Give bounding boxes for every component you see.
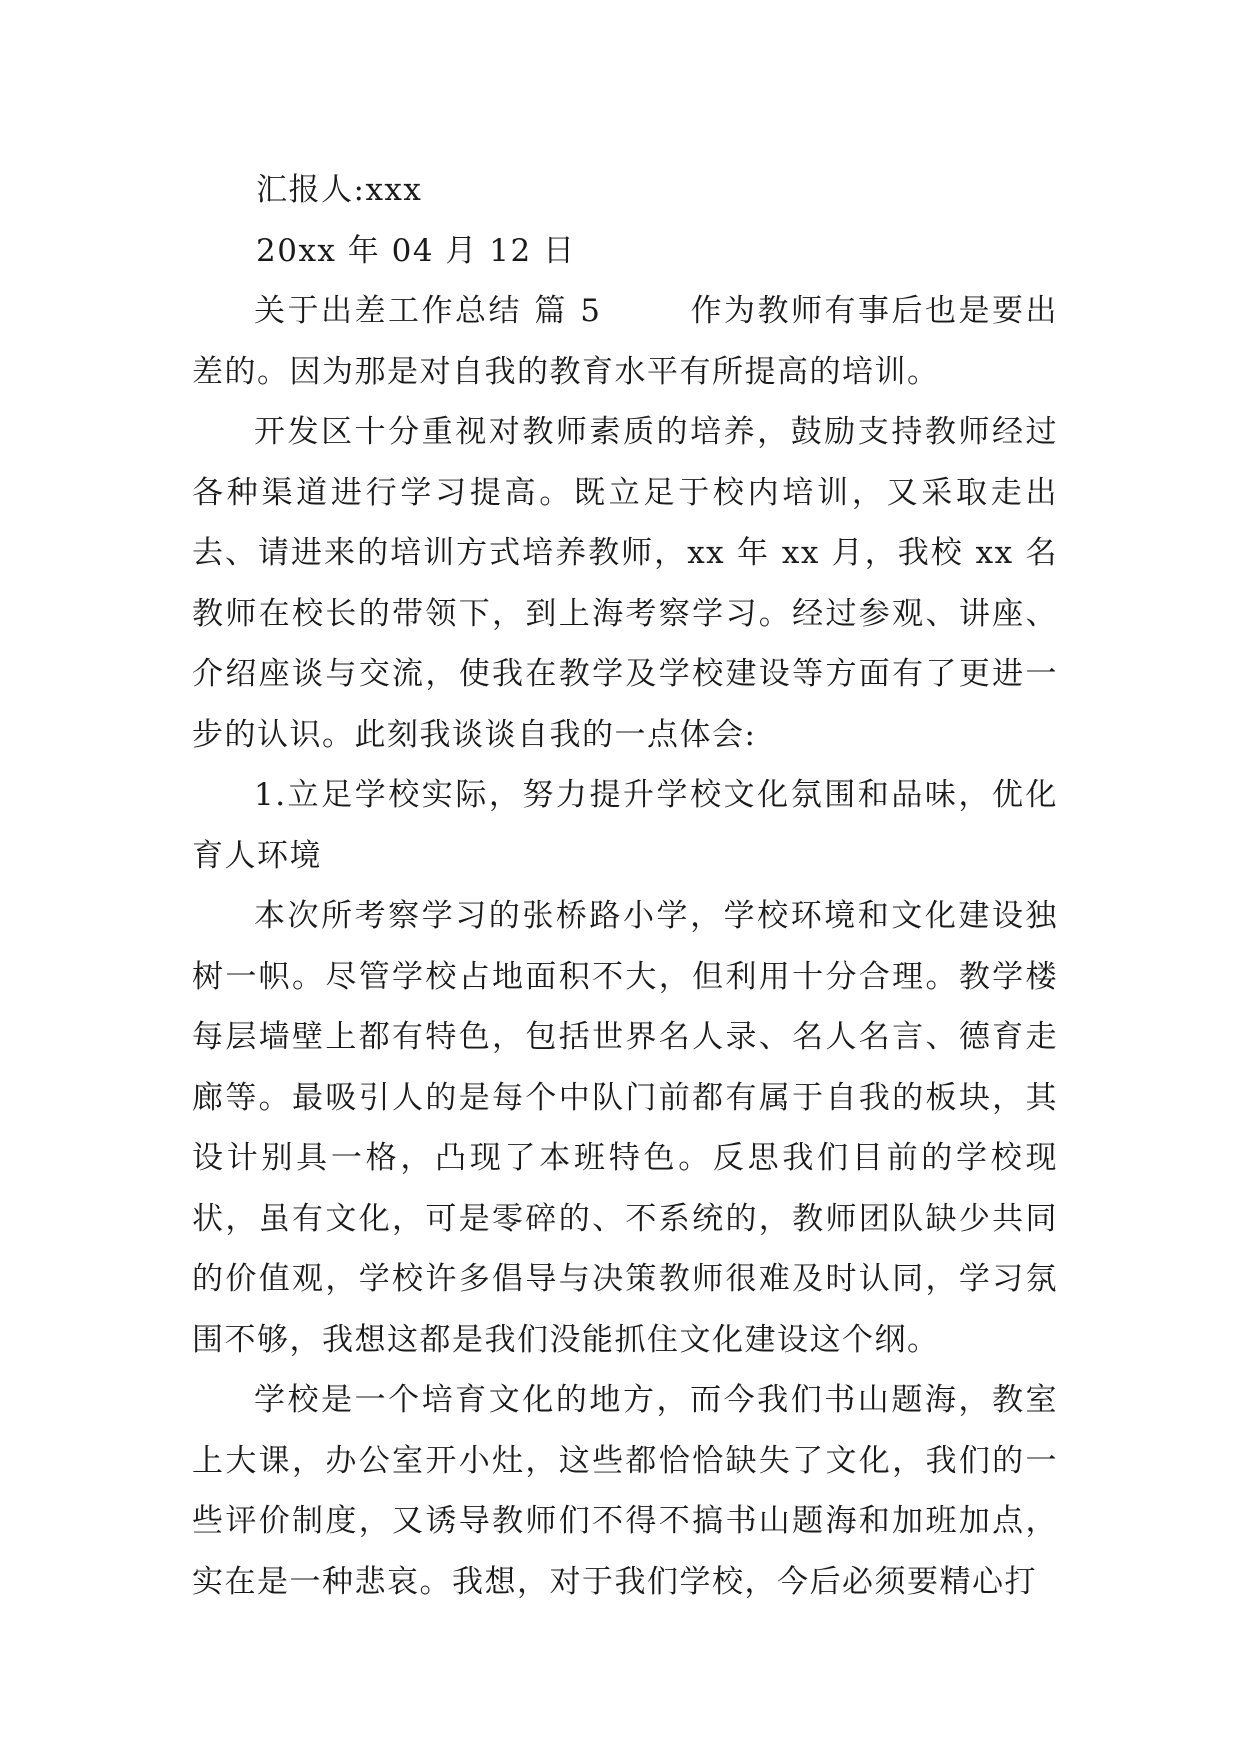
- section-paragraph: [192, 281, 1058, 402]
- paragraph-training: 开发区十分重视对教师素质的培养，鼓励支持教师经过各种渠道进行学习提高。既立足于校内培训，又采取走出去、请进来的培训方式培养教师，xx 年 xx 月，我校 xx 名教师在校长的带领下，到上海考察学习。经过参观、讲座、介绍座谈与交流，使我在教学及学校建设等方面有了更进一步的认识。此刻我谈谈自我的一点体会:: [192, 414, 1058, 753]
- paragraph-point-1: 1.立足学校实际，努力提升学校文化氛围和品味，优化育人环境: [192, 777, 1058, 874]
- section-heading: 关于出差工作总结 篇 5: [254, 293, 602, 329]
- paragraph-school-visit: 本次所考察学习的张桥路小学，学校环境和文化建设独树一帜。尽管学校占地面积不大，但利用十分合理。教学楼每层墙壁上都有特色，包括世界名人录、名人名言、德育走廊等。最吸引人的是每个中队门前都有属于自我的板块，其设计别具一格，凸现了本班特色。反思我们目前的学校现状，虽有文化，可是零碎的、不系统的，教师团队缺少共同的价值观，学校许多倡导与决策教师很难及时认同，学习氛围不够，我想这都是我们没能抓住文化建设这个纲。: [192, 898, 1058, 1358]
- document-page: [192, 160, 1058, 1612]
- paragraph-school-culture: 学校是一个培育文化的地方，而今我们书山题海，教室上大课，办公室开小灶，这些都恰恰缺失了文化，我们的一些评价制度，又诱导教师们不得不搞书山题海和加班加点，实在是一种悲哀。我想，对于我们学校，今后必须要精心打: [192, 1382, 1058, 1600]
- intro-text: 作为教师有事后也是要出差的。因为那是对自我的教育水平有所提高的培训。: [192, 293, 1058, 390]
- date-line: 20xx 年 04 月 12 日: [256, 232, 576, 269]
- reporter-line: 汇报人:xxx: [256, 172, 423, 208]
